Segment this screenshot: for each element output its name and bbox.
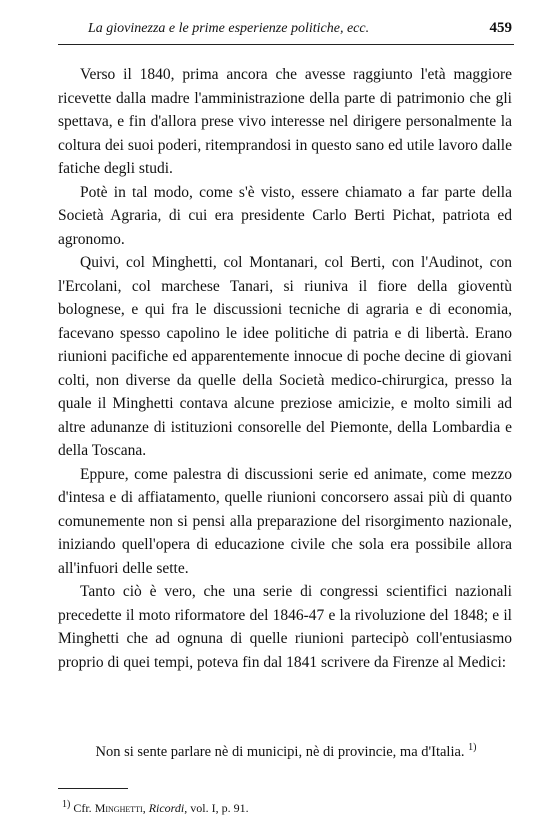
page-number: 459 bbox=[489, 20, 512, 36]
footnote-reference: 1) bbox=[468, 742, 477, 753]
footnote-cfr: Cfr. bbox=[73, 801, 92, 815]
paragraph: Verso il 1840, prima ancora che avesse raggiunto l'età maggiore ricevette dalla madre l'amministrazione della parte di patrimonio che gli spettava, e fin d'allora prese vivo interesse nel dirigere personalmente la coltura dei suoi poderi, ritemprandosi in questo sano ed utile lavoro dalle fatiche degli studi. bbox=[58, 66, 512, 177]
paragraph: Eppure, come palestra di discussioni serie ed animate, come mezzo d'intesa e di affiatamento, quelle riunioni concorsero assai più di quanto comunemente non si pensi alla preparazione del risorgimento nazionale, iniziando quell'opera di educazione civile che sola era possibile allora all'infuori delle sette. bbox=[58, 465, 512, 577]
footnote-marker: 1) bbox=[62, 799, 71, 810]
running-head bbox=[88, 20, 512, 44]
paragraph: Quivi, col Minghetti, col Montanari, col Berti, con l'Audinot, con l'Ercolani, col marchese Tanari, si riuniva il fiore della gioventù bolognese, e qui fra le discussioni tecniche di agraria e di economia, facevano spesso capolino le idee politiche di patria e di libertà. Erano riunioni pacifiche ed apparentemente innocue di poche decine di giovani colti, non diverse da quelle della Società medico-chirurgica, presso la quale il Minghetti contava alcune preziose amicizie, e molto simili ad altre adunanze di istituzioni consorelle del Piemonte, della Lombardia e della Toscana. bbox=[58, 254, 512, 459]
body-text bbox=[58, 63, 512, 674]
footnote-work: Ricordi bbox=[148, 801, 185, 815]
footnote-author: Minghetti bbox=[94, 801, 143, 815]
footnote-rule bbox=[58, 788, 128, 789]
header-rule bbox=[58, 44, 514, 45]
quote-text: Non si sente parlare nè di municipi, nè di provincie, ma d'Italia. bbox=[95, 743, 465, 760]
paragraph: Potè in tal modo, come s'è visto, essere chiamato a far parte della Società Agraria, di cui era presidente Carlo Berti Pichat, patriota ed agronomo. bbox=[58, 183, 512, 248]
paragraph: Tanto ciò è vero, che una serie di congressi scientifici nazionali precedette il moto riformatore del 1846-47 e la rivoluzione del 1848; e il Minghetti che ad ognuna di quelle riunioni partecipò coll'entusiasmo proprio di quei tempi, poteva fin dal 1841 scrivere da Firenze al Medici: bbox=[58, 583, 512, 671]
block-quote bbox=[58, 738, 514, 762]
running-head-title: La giovinezza e le prime esperienze politiche, ecc. bbox=[88, 21, 370, 36]
footnote-citation: , vol. I, p. 91. bbox=[184, 801, 249, 815]
footnote: $^{1)}$ Cfr. Minghetti, Ricordi, vol. I, p. 91. bbox=[62, 799, 249, 815]
